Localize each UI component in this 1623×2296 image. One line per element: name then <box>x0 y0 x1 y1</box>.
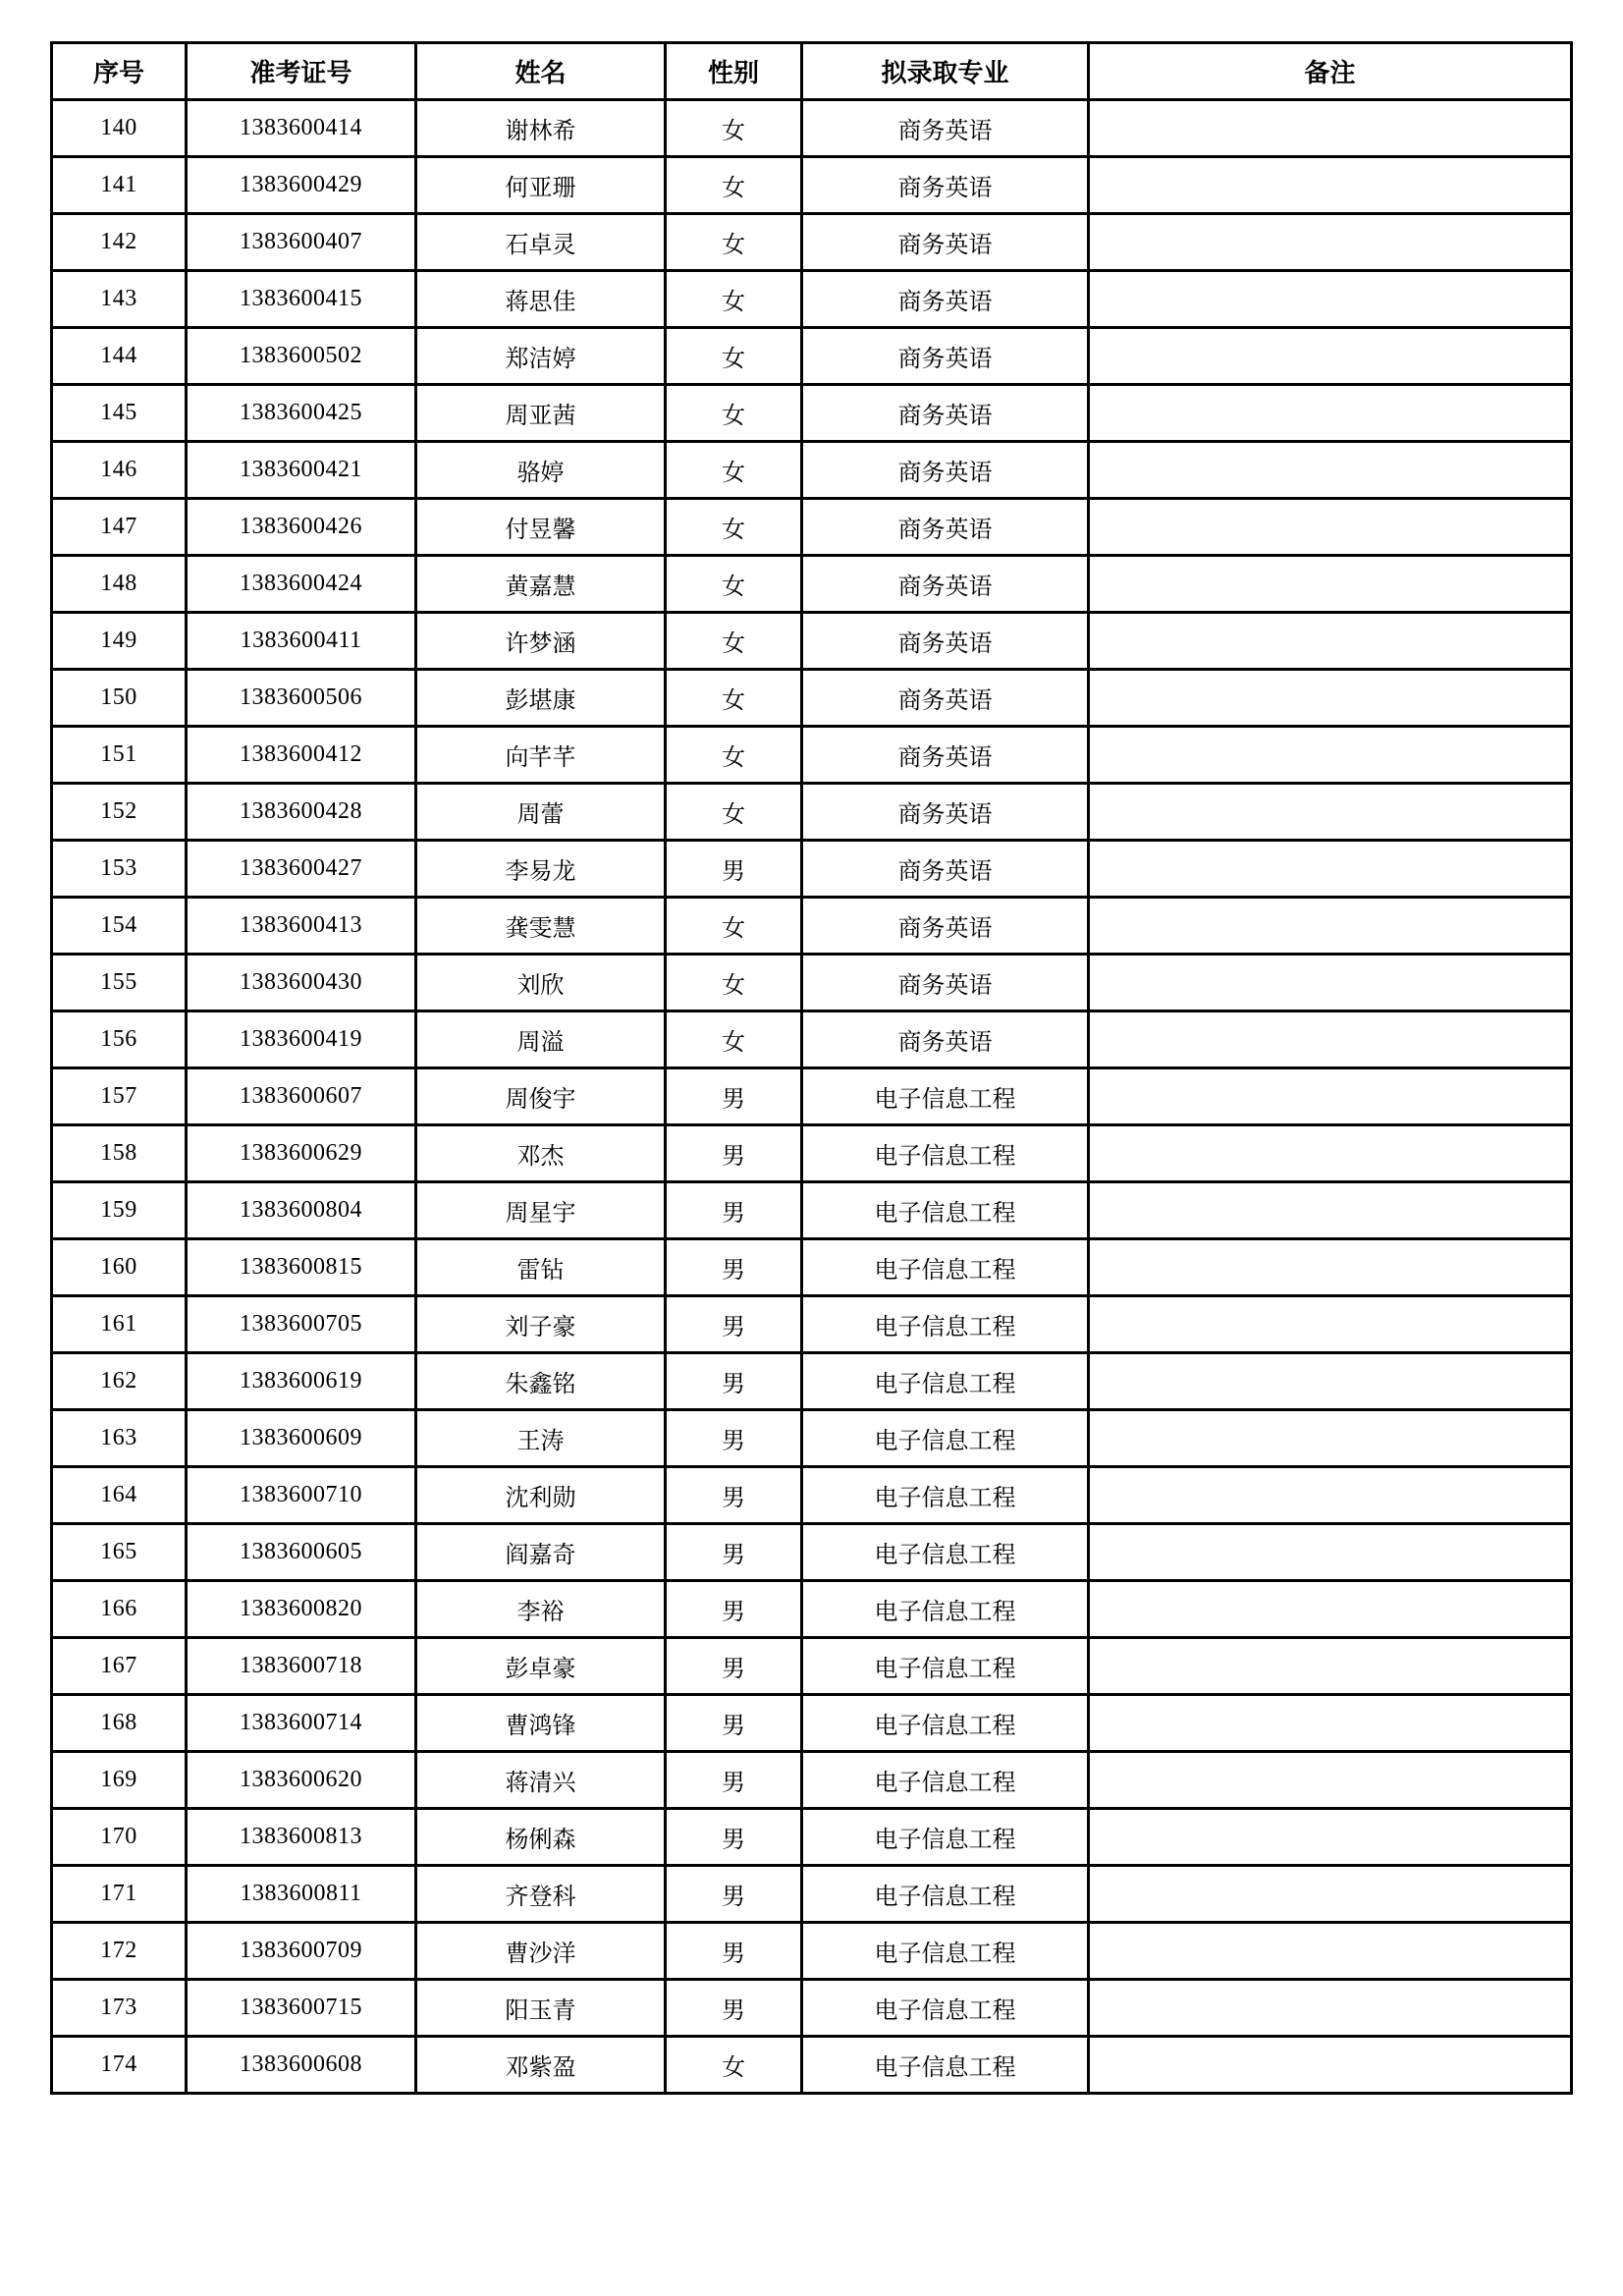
remark-cell <box>1089 955 1572 1011</box>
serial-no-cell: 159 <box>52 1182 187 1239</box>
name-cell: 黄嘉慧 <box>416 556 666 613</box>
gender-cell: 女 <box>666 214 802 271</box>
exam-id-cell: 1383600607 <box>187 1068 416 1125</box>
gender-cell: 女 <box>666 442 802 499</box>
gender-cell: 女 <box>666 898 802 955</box>
remark-cell <box>1089 1410 1572 1467</box>
table-row <box>52 1809 1572 1866</box>
table-row <box>52 613 1572 670</box>
serial-no-cell: 144 <box>52 328 187 385</box>
major-cell: 商务英语 <box>802 157 1089 214</box>
major-cell: 商务英语 <box>802 670 1089 727</box>
gender-cell: 女 <box>666 613 802 670</box>
name-cell: 向芊芊 <box>416 727 666 784</box>
name-cell: 王涛 <box>416 1410 666 1467</box>
exam-id-cell: 1383600424 <box>187 556 416 613</box>
major-cell: 电子信息工程 <box>802 1638 1089 1695</box>
name-cell: 沈利勋 <box>416 1467 666 1524</box>
name-cell: 朱鑫铭 <box>416 1353 666 1410</box>
gender-cell: 女 <box>666 100 802 157</box>
name-cell: 龚雯慧 <box>416 898 666 955</box>
exam-id-cell: 1383600419 <box>187 1011 416 1068</box>
name-cell: 周蕾 <box>416 784 666 841</box>
table-row <box>52 670 1572 727</box>
major-cell: 电子信息工程 <box>802 1410 1089 1467</box>
remark-cell <box>1089 1923 1572 1980</box>
header-major: 拟录取专业 <box>802 43 1089 100</box>
gender-cell: 男 <box>666 1239 802 1296</box>
remark-cell <box>1089 1182 1572 1239</box>
gender-cell: 女 <box>666 2037 802 2094</box>
serial-no-cell: 155 <box>52 955 187 1011</box>
gender-cell: 男 <box>666 1125 802 1182</box>
name-cell: 蒋清兴 <box>416 1752 666 1809</box>
table-row <box>52 1068 1572 1125</box>
gender-cell: 女 <box>666 955 802 1011</box>
table-row <box>52 955 1572 1011</box>
major-cell: 商务英语 <box>802 100 1089 157</box>
gender-cell: 女 <box>666 556 802 613</box>
serial-no-cell: 167 <box>52 1638 187 1695</box>
remark-cell <box>1089 613 1572 670</box>
table-row <box>52 100 1572 157</box>
gender-cell: 男 <box>666 1467 802 1524</box>
major-cell: 商务英语 <box>802 271 1089 328</box>
serial-no-cell: 154 <box>52 898 187 955</box>
table-row <box>52 1353 1572 1410</box>
serial-no-cell: 173 <box>52 1980 187 2037</box>
gender-cell: 女 <box>666 271 802 328</box>
serial-no-cell: 171 <box>52 1866 187 1923</box>
table-row <box>52 2037 1572 2094</box>
table-body <box>52 100 1572 2094</box>
gender-cell: 女 <box>666 157 802 214</box>
name-cell: 邓杰 <box>416 1125 666 1182</box>
exam-id-cell: 1383600715 <box>187 1980 416 2037</box>
gender-cell: 男 <box>666 1638 802 1695</box>
major-cell: 电子信息工程 <box>802 1809 1089 1866</box>
header-name: 姓名 <box>416 43 666 100</box>
major-cell: 电子信息工程 <box>802 1467 1089 1524</box>
major-cell: 电子信息工程 <box>802 1296 1089 1353</box>
serial-no-cell: 168 <box>52 1695 187 1752</box>
major-cell: 电子信息工程 <box>802 1125 1089 1182</box>
major-cell: 商务英语 <box>802 955 1089 1011</box>
remark-cell <box>1089 1068 1572 1125</box>
gender-cell: 男 <box>666 841 802 898</box>
remark-cell <box>1089 1581 1572 1638</box>
major-cell: 电子信息工程 <box>802 1980 1089 2037</box>
table-row <box>52 1524 1572 1581</box>
exam-id-cell: 1383600718 <box>187 1638 416 1695</box>
remark-cell <box>1089 1467 1572 1524</box>
table-row <box>52 1467 1572 1524</box>
exam-id-cell: 1383600427 <box>187 841 416 898</box>
serial-no-cell: 172 <box>52 1923 187 1980</box>
table-row <box>52 1011 1572 1068</box>
remark-cell <box>1089 442 1572 499</box>
gender-cell: 女 <box>666 670 802 727</box>
remark-cell <box>1089 157 1572 214</box>
serial-no-cell: 174 <box>52 2037 187 2094</box>
major-cell: 电子信息工程 <box>802 1581 1089 1638</box>
name-cell: 周溢 <box>416 1011 666 1068</box>
serial-no-cell: 160 <box>52 1239 187 1296</box>
serial-no-cell: 141 <box>52 157 187 214</box>
name-cell: 付昱馨 <box>416 499 666 556</box>
major-cell: 电子信息工程 <box>802 1866 1089 1923</box>
exam-id-cell: 1383600714 <box>187 1695 416 1752</box>
gender-cell: 男 <box>666 1809 802 1866</box>
remark-cell <box>1089 1638 1572 1695</box>
name-cell: 蒋思佳 <box>416 271 666 328</box>
serial-no-cell: 142 <box>52 214 187 271</box>
table-row <box>52 784 1572 841</box>
exam-id-cell: 1383600813 <box>187 1809 416 1866</box>
exam-id-cell: 1383600609 <box>187 1410 416 1467</box>
remark-cell <box>1089 2037 1572 2094</box>
serial-no-cell: 140 <box>52 100 187 157</box>
gender-cell: 男 <box>666 1980 802 2037</box>
remark-cell <box>1089 100 1572 157</box>
serial-no-cell: 158 <box>52 1125 187 1182</box>
gender-cell: 男 <box>666 1695 802 1752</box>
serial-no-cell: 152 <box>52 784 187 841</box>
major-cell: 电子信息工程 <box>802 1239 1089 1296</box>
major-cell: 商务英语 <box>802 442 1089 499</box>
exam-id-cell: 1383600502 <box>187 328 416 385</box>
major-cell: 商务英语 <box>802 328 1089 385</box>
remark-cell <box>1089 1866 1572 1923</box>
table-row <box>52 271 1572 328</box>
remark-cell <box>1089 1524 1572 1581</box>
major-cell: 商务英语 <box>802 784 1089 841</box>
table-row <box>52 157 1572 214</box>
gender-cell: 男 <box>666 1068 802 1125</box>
table-row <box>52 1866 1572 1923</box>
name-cell: 曹鸿锋 <box>416 1695 666 1752</box>
name-cell: 郑洁婷 <box>416 328 666 385</box>
gender-cell: 男 <box>666 1524 802 1581</box>
header-serial-no: 序号 <box>52 43 187 100</box>
serial-no-cell: 161 <box>52 1296 187 1353</box>
table-row <box>52 1638 1572 1695</box>
exam-id-cell: 1383600811 <box>187 1866 416 1923</box>
name-cell: 曹沙洋 <box>416 1923 666 1980</box>
exam-id-cell: 1383600820 <box>187 1581 416 1638</box>
serial-no-cell: 164 <box>52 1467 187 1524</box>
header-exam-id: 准考证号 <box>187 43 416 100</box>
name-cell: 阳玉青 <box>416 1980 666 2037</box>
remark-cell <box>1089 499 1572 556</box>
header-gender: 性别 <box>666 43 802 100</box>
major-cell: 电子信息工程 <box>802 1752 1089 1809</box>
table-row <box>52 898 1572 955</box>
serial-no-cell: 151 <box>52 727 187 784</box>
name-cell: 许梦涵 <box>416 613 666 670</box>
admission-roster-table <box>50 41 1573 2095</box>
serial-no-cell: 147 <box>52 499 187 556</box>
gender-cell: 男 <box>666 1353 802 1410</box>
name-cell: 雷钻 <box>416 1239 666 1296</box>
exam-id-cell: 1383600413 <box>187 898 416 955</box>
serial-no-cell: 156 <box>52 1011 187 1068</box>
serial-no-cell: 163 <box>52 1410 187 1467</box>
table-row <box>52 1239 1572 1296</box>
gender-cell: 男 <box>666 1182 802 1239</box>
major-cell: 电子信息工程 <box>802 1923 1089 1980</box>
exam-id-cell: 1383600709 <box>187 1923 416 1980</box>
major-cell: 商务英语 <box>802 898 1089 955</box>
table-row <box>52 1980 1572 2037</box>
major-cell: 商务英语 <box>802 556 1089 613</box>
exam-id-cell: 1383600506 <box>187 670 416 727</box>
serial-no-cell: 157 <box>52 1068 187 1125</box>
table-row <box>52 442 1572 499</box>
name-cell: 谢林希 <box>416 100 666 157</box>
exam-id-cell: 1383600619 <box>187 1353 416 1410</box>
name-cell: 李易龙 <box>416 841 666 898</box>
table-row <box>52 1410 1572 1467</box>
name-cell: 李裕 <box>416 1581 666 1638</box>
remark-cell <box>1089 727 1572 784</box>
exam-id-cell: 1383600620 <box>187 1752 416 1809</box>
major-cell: 商务英语 <box>802 499 1089 556</box>
exam-id-cell: 1383600426 <box>187 499 416 556</box>
exam-id-cell: 1383600414 <box>187 100 416 157</box>
table-row <box>52 727 1572 784</box>
exam-id-cell: 1383600425 <box>187 385 416 442</box>
name-cell: 何亚珊 <box>416 157 666 214</box>
serial-no-cell: 170 <box>52 1809 187 1866</box>
name-cell: 周星宇 <box>416 1182 666 1239</box>
remark-cell <box>1089 1809 1572 1866</box>
serial-no-cell: 149 <box>52 613 187 670</box>
exam-id-cell: 1383600629 <box>187 1125 416 1182</box>
remark-cell <box>1089 271 1572 328</box>
serial-no-cell: 165 <box>52 1524 187 1581</box>
gender-cell: 男 <box>666 1410 802 1467</box>
name-cell: 齐登科 <box>416 1866 666 1923</box>
gender-cell: 男 <box>666 1923 802 1980</box>
table-row <box>52 1182 1572 1239</box>
gender-cell: 女 <box>666 727 802 784</box>
major-cell: 电子信息工程 <box>802 1182 1089 1239</box>
header-remark: 备注 <box>1089 43 1572 100</box>
table-row <box>52 214 1572 271</box>
remark-cell <box>1089 784 1572 841</box>
serial-no-cell: 169 <box>52 1752 187 1809</box>
gender-cell: 女 <box>666 1011 802 1068</box>
major-cell: 商务英语 <box>802 613 1089 670</box>
remark-cell <box>1089 1980 1572 2037</box>
remark-cell <box>1089 328 1572 385</box>
serial-no-cell: 148 <box>52 556 187 613</box>
serial-no-cell: 145 <box>52 385 187 442</box>
exam-id-cell: 1383600430 <box>187 955 416 1011</box>
major-cell: 商务英语 <box>802 727 1089 784</box>
gender-cell: 男 <box>666 1581 802 1638</box>
remark-cell <box>1089 1011 1572 1068</box>
remark-cell <box>1089 1239 1572 1296</box>
major-cell: 电子信息工程 <box>802 1353 1089 1410</box>
serial-no-cell: 143 <box>52 271 187 328</box>
serial-no-cell: 153 <box>52 841 187 898</box>
serial-no-cell: 150 <box>52 670 187 727</box>
name-cell: 杨俐森 <box>416 1809 666 1866</box>
major-cell: 商务英语 <box>802 1011 1089 1068</box>
exam-id-cell: 1383600710 <box>187 1467 416 1524</box>
table-row <box>52 556 1572 613</box>
major-cell: 电子信息工程 <box>802 1524 1089 1581</box>
name-cell: 骆婷 <box>416 442 666 499</box>
exam-id-cell: 1383600429 <box>187 157 416 214</box>
gender-cell: 男 <box>666 1752 802 1809</box>
name-cell: 周俊宇 <box>416 1068 666 1125</box>
exam-id-cell: 1383600421 <box>187 442 416 499</box>
gender-cell: 女 <box>666 385 802 442</box>
name-cell: 刘欣 <box>416 955 666 1011</box>
remark-cell <box>1089 670 1572 727</box>
major-cell: 电子信息工程 <box>802 1695 1089 1752</box>
exam-id-cell: 1383600605 <box>187 1524 416 1581</box>
remark-cell <box>1089 1296 1572 1353</box>
table-row <box>52 1752 1572 1809</box>
table-row <box>52 385 1572 442</box>
exam-id-cell: 1383600428 <box>187 784 416 841</box>
table-row <box>52 328 1572 385</box>
gender-cell: 男 <box>666 1296 802 1353</box>
name-cell: 邓紫盈 <box>416 2037 666 2094</box>
major-cell: 电子信息工程 <box>802 2037 1089 2094</box>
remark-cell <box>1089 556 1572 613</box>
table-row <box>52 1125 1572 1182</box>
gender-cell: 女 <box>666 499 802 556</box>
major-cell: 商务英语 <box>802 841 1089 898</box>
exam-id-cell: 1383600815 <box>187 1239 416 1296</box>
major-cell: 商务英语 <box>802 214 1089 271</box>
major-cell: 商务英语 <box>802 385 1089 442</box>
exam-id-cell: 1383600412 <box>187 727 416 784</box>
gender-cell: 女 <box>666 784 802 841</box>
major-cell: 电子信息工程 <box>802 1068 1089 1125</box>
exam-id-cell: 1383600608 <box>187 2037 416 2094</box>
remark-cell <box>1089 1353 1572 1410</box>
remark-cell <box>1089 214 1572 271</box>
remark-cell <box>1089 898 1572 955</box>
remark-cell <box>1089 1752 1572 1809</box>
serial-no-cell: 162 <box>52 1353 187 1410</box>
name-cell: 彭堪康 <box>416 670 666 727</box>
gender-cell: 男 <box>666 1866 802 1923</box>
serial-no-cell: 166 <box>52 1581 187 1638</box>
exam-id-cell: 1383600705 <box>187 1296 416 1353</box>
table-row <box>52 1296 1572 1353</box>
name-cell: 周亚茜 <box>416 385 666 442</box>
name-cell: 彭卓豪 <box>416 1638 666 1695</box>
exam-id-cell: 1383600804 <box>187 1182 416 1239</box>
name-cell: 刘子豪 <box>416 1296 666 1353</box>
table-row <box>52 841 1572 898</box>
remark-cell <box>1089 1695 1572 1752</box>
exam-id-cell: 1383600407 <box>187 214 416 271</box>
table-row <box>52 1923 1572 1980</box>
table-row <box>52 499 1572 556</box>
exam-id-cell: 1383600415 <box>187 271 416 328</box>
name-cell: 石卓灵 <box>416 214 666 271</box>
header-row <box>52 43 1572 100</box>
exam-id-cell: 1383600411 <box>187 613 416 670</box>
remark-cell <box>1089 385 1572 442</box>
remark-cell <box>1089 1125 1572 1182</box>
serial-no-cell: 146 <box>52 442 187 499</box>
table-row <box>52 1695 1572 1752</box>
name-cell: 阎嘉奇 <box>416 1524 666 1581</box>
table-row <box>52 1581 1572 1638</box>
gender-cell: 女 <box>666 328 802 385</box>
remark-cell <box>1089 841 1572 898</box>
